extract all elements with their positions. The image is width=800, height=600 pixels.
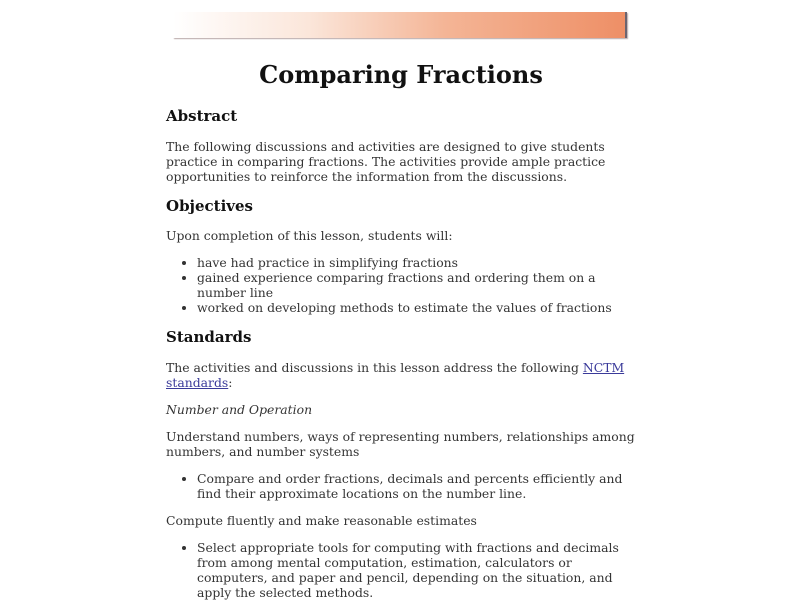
standards-group-list	[166, 540, 636, 600]
abstract-section	[166, 106, 636, 184]
objectives-section	[166, 196, 636, 315]
standards-group-title: Understand numbers, ways of representing numbers, relationships among numbers, and number systems	[166, 429, 635, 459]
standards-intro-text: The activities and discussions in this lesson address the following	[166, 360, 583, 375]
nctm-standards-link[interactable]: NCTM standards	[166, 360, 625, 390]
page-title: Comparing Fractions	[259, 60, 543, 89]
standards-group-list	[166, 471, 636, 501]
objective-item: • gained experience comparing fractions and ordering them on a number line	[197, 270, 636, 300]
abstract-text: The following discussions and activities are designed to give students practice in comparing fractions. The activities provide ample practice opportunities to reinforce the information from the discussions.	[166, 139, 606, 184]
standard-item: • Select appropriate tools for computing with fractions and decimals from among mental computation, estimation, calculators or computers, and paper and pencil, depending on the situation, and apply the selected methods.	[197, 540, 636, 600]
abstract-heading: Abstract	[166, 107, 238, 125]
objectives-heading: Objectives	[166, 197, 253, 215]
standards-section	[166, 327, 636, 600]
standards-intro-colon: :	[228, 375, 233, 390]
header-banner	[173, 12, 627, 38]
standards-group-title: Compute fluently and make reasonable estimates	[166, 513, 477, 528]
objective-item: • have had practice in simplifying fractions	[197, 255, 636, 270]
document-content	[166, 56, 636, 600]
objectives-intro: Upon completion of this lesson, students will:	[166, 228, 453, 243]
standards-category: Number and Operation	[166, 402, 313, 417]
standards-heading: Standards	[166, 328, 252, 346]
objectives-list	[166, 255, 636, 315]
objective-item: • worked on developing methods to estimate the values of fractions	[197, 300, 636, 315]
standards-intro	[166, 360, 636, 390]
standard-item: • Compare and order fractions, decimals and percents efficiently and find their approximate locations on the number line.	[197, 471, 636, 501]
